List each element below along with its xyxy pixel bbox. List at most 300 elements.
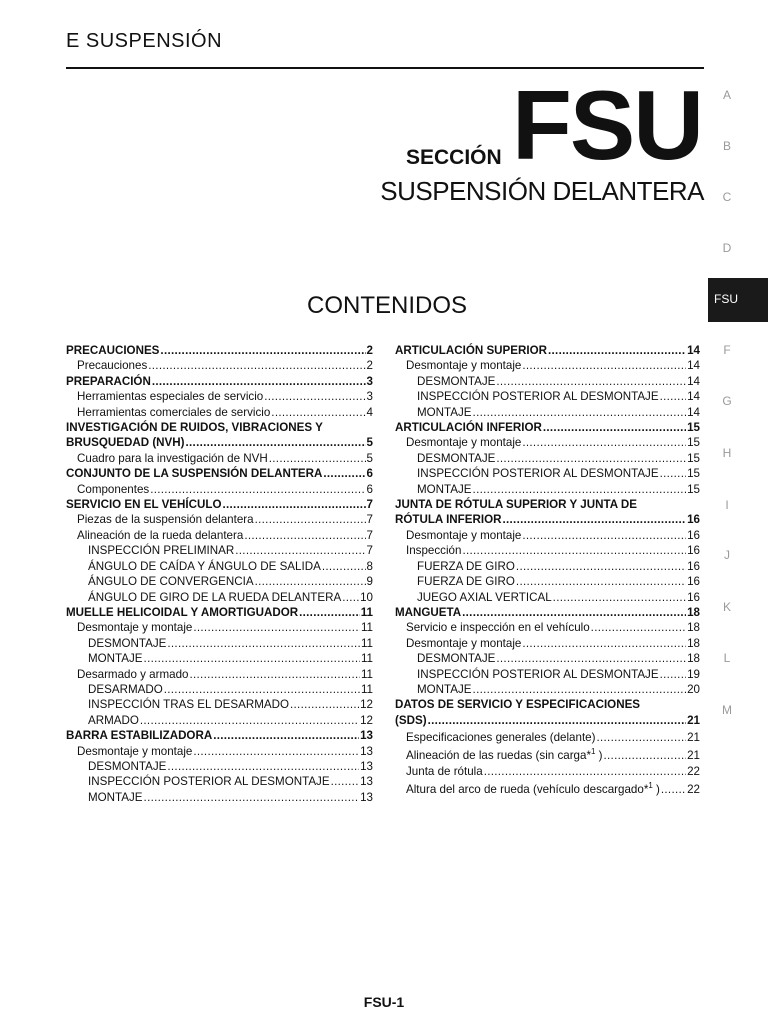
toc-entry-title	[88, 559, 321, 574]
toc-entry[interactable]	[66, 559, 373, 574]
toc-entry[interactable]	[395, 782, 700, 798]
toc-entry-title	[77, 389, 263, 404]
toc-entry-text: INSPECCIÓN POSTERIOR AL DESMONTAJE	[88, 775, 330, 789]
toc-entry-page: 7	[366, 498, 373, 512]
toc-entry-text: Piezas de la suspensión delantera	[77, 513, 254, 527]
toc-leader-dots	[484, 764, 686, 779]
toc-leader-dots	[660, 389, 687, 404]
toc-leader-dots	[462, 605, 686, 620]
toc-entry-page: 16	[687, 559, 700, 573]
toc-entry-text: MONTAJE	[417, 405, 472, 419]
toc-entry-text: CONJUNTO DE LA SUSPENSIÓN DELANTERA	[66, 467, 323, 481]
toc-entry-page: 5	[366, 436, 373, 450]
section-index-letter[interactable]: L	[723, 651, 731, 665]
toc-entry-page: 16	[687, 513, 700, 527]
toc-entry-title	[66, 343, 159, 358]
toc-entry-title: DATOS DE SERVICIO Y ESPECIFICACIONES	[395, 698, 641, 712]
toc-entry-text: Especificaciones generales (delante)	[406, 731, 596, 745]
section-index-letter[interactable]: G	[722, 394, 732, 408]
toc-entry-page: 13	[360, 744, 373, 758]
toc-entry-title	[88, 636, 166, 651]
toc-entry[interactable]	[66, 620, 373, 635]
toc-entry-text: Componentes	[77, 482, 150, 496]
toc-leader-dots	[473, 482, 687, 497]
toc-entry[interactable]	[395, 559, 700, 574]
toc-entry-text: MUELLE HELICOIDAL Y AMORTIGUADOR	[66, 605, 299, 619]
active-section-label: FSU	[714, 292, 738, 306]
toc-entry-title	[88, 682, 163, 697]
toc-entry-title	[417, 466, 659, 481]
toc-entry[interactable]	[66, 389, 373, 404]
toc-leader-dots	[516, 559, 686, 574]
toc-entry-text: Alineación de la rueda delantera	[77, 528, 244, 542]
toc-entry-title	[406, 435, 521, 450]
toc-leader-dots	[543, 420, 686, 435]
toc-entry-page: 6	[366, 482, 373, 496]
toc-leader-dots	[428, 713, 687, 728]
toc-leader-dots	[342, 590, 359, 605]
toc-entry-page: 21	[687, 713, 700, 727]
section-index-letter[interactable]: C	[722, 190, 732, 204]
toc-entry-title	[88, 713, 139, 728]
toc-leader-dots	[235, 543, 365, 558]
toc-entry-title	[417, 374, 495, 389]
toc-entry-text: Desmontaje y montaje	[406, 359, 522, 373]
toc-entry[interactable]	[66, 358, 373, 373]
toc-entry[interactable]	[395, 636, 700, 651]
toc-entry[interactable]	[395, 528, 700, 543]
toc-entry-text: FUERZA DE GIRO	[417, 575, 515, 589]
toc-entry[interactable]	[66, 543, 373, 558]
toc-entry-title	[88, 590, 341, 605]
toc-entry-title	[66, 466, 322, 481]
toc-entry[interactable]	[395, 764, 700, 779]
toc-leader-dots	[189, 667, 359, 682]
toc-entry-text: Precauciones	[77, 359, 148, 373]
toc-entry[interactable]	[66, 590, 373, 605]
toc-entry-page: 16	[687, 528, 700, 542]
toc-entry-text: Desmontaje y montaje	[77, 744, 193, 758]
toc-entry[interactable]	[395, 667, 700, 682]
toc-entry[interactable]	[66, 790, 373, 805]
toc-entry-text: PRECAUCIONES	[66, 344, 160, 357]
section-title: SUSPENSIÓN DELANTERA	[380, 176, 704, 206]
toc-entry-title	[417, 405, 472, 420]
toc-entry-title	[406, 748, 603, 764]
toc-leader-dots	[193, 744, 359, 759]
toc-entry-text: JUEGO AXIAL VERTICAL	[417, 590, 552, 604]
toc-leader-dots	[186, 435, 366, 450]
toc-entry-title	[66, 605, 298, 620]
toc-entry-title	[406, 636, 521, 651]
toc-entry-title	[88, 759, 166, 774]
toc-entry-title	[417, 451, 495, 466]
toc-entry[interactable]	[66, 682, 373, 697]
toc-left-column	[66, 343, 373, 805]
toc-leader-dots	[522, 528, 686, 543]
toc-entry[interactable]	[395, 435, 700, 450]
section-code: FSU	[512, 70, 702, 180]
toc-entry-title	[88, 543, 234, 558]
toc-entry[interactable]	[66, 420, 373, 451]
toc-entry-title	[417, 667, 659, 682]
toc-leader-dots	[496, 451, 686, 466]
toc-entry-title-cont: BRUSQUEDAD (NVH)	[66, 436, 185, 450]
toc-entry-page: 13	[360, 790, 373, 804]
toc-entry-text: DESMONTAJE	[417, 374, 496, 388]
toc-leader-dots	[604, 748, 687, 764]
toc-entry-text: ÁNGULO DE GIRO DE LA RUEDA DELANTERA	[88, 590, 342, 604]
toc-leader-dots	[522, 358, 686, 373]
toc-entry-text: DESMONTAJE	[88, 759, 167, 773]
toc-entry-page: 18	[687, 636, 700, 650]
toc-entry-text: Altura del arco de rueda (vehículo descargado*	[406, 782, 649, 796]
toc-entry-page: 3	[366, 390, 373, 404]
toc-entry-title	[406, 764, 483, 779]
toc-leader-dots	[222, 497, 365, 512]
section-header: E SUSPENSIÓN	[66, 30, 223, 52]
toc-entry[interactable]	[395, 343, 700, 358]
toc-leader-dots	[271, 405, 365, 420]
toc-entry-page: 9	[366, 575, 373, 589]
footnote-marker: 1	[590, 748, 596, 757]
toc-entry-page: 15	[687, 421, 700, 435]
toc-entry-title	[77, 358, 147, 373]
toc-leader-dots	[244, 528, 365, 543]
toc-entry-page: 11	[360, 636, 373, 650]
toc-entry-title	[417, 590, 552, 605]
toc-entry-page: 11	[360, 682, 373, 696]
toc-entry[interactable]	[395, 682, 700, 697]
toc-entry-text: Junta de rótula	[406, 765, 483, 779]
toc-entry-title: JUNTA DE RÓTULA SUPERIOR Y JUNTA DE	[395, 498, 637, 512]
toc-entry-text: Desarmado y armado	[77, 667, 189, 681]
toc-entry-title: INVESTIGACIÓN DE RUIDOS, VIBRACIONES Y	[66, 421, 323, 435]
toc-entry-text: Inspección	[406, 544, 462, 558]
toc-entry-title	[395, 343, 547, 358]
toc-entry-text: ARTICULACIÓN INFERIOR	[395, 421, 542, 435]
toc-entry-page: 14	[687, 374, 700, 388]
section-index-letter[interactable]: F	[723, 343, 731, 357]
toc-entry-text: Desmontaje y montaje	[406, 528, 522, 542]
toc-entry-text: INSPECCIÓN POSTERIOR AL DESMONTAJE	[417, 467, 659, 481]
toc-entry-page: 21	[687, 731, 700, 745]
toc-entry[interactable]	[66, 512, 373, 527]
toc-right-column	[395, 343, 700, 798]
toc-entry-title	[395, 420, 542, 435]
toc-entry-title	[77, 512, 254, 527]
toc-entry[interactable]	[395, 574, 700, 589]
toc-entry-title	[406, 782, 660, 798]
toc-entry-title	[417, 682, 472, 697]
toc-entry-text: MONTAJE	[88, 790, 143, 804]
toc-leader-dots	[522, 435, 686, 450]
toc-entry-page: 3	[366, 374, 373, 388]
toc-entry[interactable]	[66, 497, 373, 512]
toc-entry-text: BARRA ESTABILIZADORA	[66, 729, 213, 743]
toc-leader-dots	[596, 730, 686, 746]
toc-entry[interactable]	[395, 389, 700, 404]
toc-leader-dots	[661, 782, 686, 798]
toc-entry-title	[88, 574, 254, 589]
toc-entry-title	[406, 730, 595, 746]
toc-entry[interactable]	[395, 374, 700, 389]
toc-entry[interactable]	[66, 405, 373, 420]
toc-entry-page: 4	[366, 405, 373, 419]
toc-entry-page: 14	[687, 359, 700, 373]
toc-entry-text: Desmontaje y montaje	[77, 621, 193, 635]
toc-entry-text: MONTAJE	[417, 682, 472, 696]
toc-entry[interactable]	[66, 744, 373, 759]
toc-entry-title	[66, 728, 212, 743]
toc-entry-page: 14	[687, 344, 700, 357]
toc-entry-page: 11	[360, 667, 373, 681]
toc-leader-dots	[144, 651, 360, 666]
toc-entry-text: INSPECCIÓN TRAS EL DESARMADO	[88, 698, 289, 712]
toc-entry-title	[77, 667, 188, 682]
toc-entry-title	[66, 374, 151, 389]
toc-entry-page: 15	[687, 482, 700, 496]
toc-entry-title	[77, 451, 268, 466]
toc-entry-title	[77, 482, 149, 497]
toc-entry-title	[395, 605, 461, 620]
toc-entry-page: 11	[360, 621, 373, 635]
toc-entry-text: DESMONTAJE	[417, 652, 496, 666]
toc-entry-page: 8	[366, 559, 373, 573]
toc-entry-page: 12	[360, 698, 373, 712]
toc-entry-text: Cuadro para la investigación de NVH	[77, 451, 268, 465]
toc-entry-text: Alineación de las ruedas (sin carga*	[406, 749, 591, 763]
toc-entry-page: 10	[360, 590, 373, 604]
toc-leader-dots	[167, 759, 359, 774]
toc-entry[interactable]	[66, 343, 373, 358]
section-index-letter[interactable]: K	[722, 600, 731, 614]
toc-leader-dots	[150, 482, 365, 497]
toc-entry-title	[88, 651, 143, 666]
toc-entry-title	[66, 497, 221, 512]
toc-entry-title	[406, 620, 590, 635]
toc-entry-text-after: )	[595, 749, 603, 763]
contents-heading	[0, 292, 768, 320]
toc-entry-text: ARTICULACIÓN SUPERIOR	[395, 344, 548, 357]
toc-entry-title	[417, 482, 472, 497]
toc-entry-title	[77, 620, 192, 635]
toc-leader-dots	[502, 512, 686, 527]
toc-leader-dots	[255, 512, 366, 527]
toc-entry[interactable]	[66, 774, 373, 789]
toc-leader-dots	[473, 405, 687, 420]
toc-entry[interactable]	[66, 374, 373, 389]
toc-entry[interactable]	[66, 574, 373, 589]
toc-leader-dots	[164, 682, 360, 697]
toc-entry-title	[77, 405, 270, 420]
toc-entry-page: 15	[687, 467, 700, 481]
toc-entry[interactable]	[66, 667, 373, 682]
toc-entry[interactable]	[395, 543, 700, 558]
toc-leader-dots	[522, 636, 686, 651]
toc-entry[interactable]	[395, 697, 700, 728]
toc-entry[interactable]	[395, 405, 700, 420]
toc-leader-dots	[323, 466, 365, 481]
toc-entry[interactable]	[395, 497, 700, 528]
toc-entry-text: INSPECCIÓN POSTERIOR AL DESMONTAJE	[417, 667, 659, 681]
toc-entry[interactable]	[395, 358, 700, 373]
toc-entry-text: DESMONTAJE	[417, 451, 496, 465]
section-index-letter[interactable]: M	[722, 703, 732, 717]
toc-entry-title	[77, 528, 243, 543]
section-index-letter[interactable]: A	[722, 88, 731, 102]
toc-leader-dots	[548, 343, 686, 358]
toc-entry-title	[77, 744, 192, 759]
toc-entry-text: Desmontaje y montaje	[406, 436, 522, 450]
toc-entry-title-cont: (SDS)	[395, 713, 427, 727]
toc-entry-text-after: )	[652, 782, 660, 796]
toc-entry-page: 13	[360, 775, 373, 789]
toc-entry[interactable]	[395, 466, 700, 481]
toc-entry[interactable]	[66, 651, 373, 666]
toc-leader-dots	[660, 667, 687, 682]
contents-heading-text: CONTENIDOS	[306, 292, 467, 319]
toc-entry[interactable]	[66, 605, 373, 620]
toc-entry-text: ÁNGULO DE CONVERGENCIA	[88, 575, 254, 589]
toc-entry-text: Servicio e inspección en el vehículo	[406, 621, 590, 635]
toc-entry-title	[417, 574, 515, 589]
toc-entry-page: 13	[360, 729, 373, 743]
toc-entry[interactable]	[66, 482, 373, 497]
toc-entry-text: SERVICIO EN EL VEHÍCULO	[66, 498, 222, 512]
toc-entry-title	[417, 559, 515, 574]
toc-entry-page: 20	[687, 682, 700, 696]
toc-entry-title-cont: RÓTULA INFERIOR	[395, 513, 502, 527]
toc-entry-page: 22	[687, 782, 700, 796]
toc-entry[interactable]	[395, 730, 700, 746]
toc-entry-page: 22	[687, 765, 700, 779]
toc-leader-dots	[193, 620, 360, 635]
toc-entry-page: 18	[687, 605, 700, 619]
toc-entry-page: 15	[687, 451, 700, 465]
toc-entry-page: 5	[366, 451, 373, 465]
toc-leader-dots	[152, 374, 366, 389]
toc-entry[interactable]	[66, 636, 373, 651]
toc-entry-page: 14	[687, 390, 700, 404]
toc-entry-title	[406, 358, 521, 373]
toc-entry-page: 12	[360, 713, 373, 727]
toc-leader-dots	[553, 590, 686, 605]
toc-entry-page: 16	[687, 544, 700, 558]
toc-entry-page: 16	[687, 590, 700, 604]
toc-entry[interactable]	[395, 748, 700, 764]
section-word: SECCIÓN	[406, 146, 502, 169]
toc-entry-title	[88, 697, 289, 712]
toc-entry-text: ÁNGULO DE CAÍDA Y ÁNGULO DE SALIDA	[88, 559, 321, 573]
toc-entry[interactable]	[66, 451, 373, 466]
toc-entry-title	[406, 543, 461, 558]
toc-entry[interactable]	[66, 466, 373, 481]
toc-entry-page: 7	[366, 544, 373, 558]
toc-entry[interactable]	[395, 420, 700, 435]
toc-entry[interactable]	[395, 482, 700, 497]
toc-entry-text: MONTAJE	[88, 652, 143, 666]
toc-leader-dots	[213, 728, 359, 743]
toc-leader-dots	[660, 466, 687, 481]
page-number: FSU-1	[363, 994, 405, 1010]
toc-entry-title	[406, 528, 521, 543]
toc-leader-dots	[264, 389, 365, 404]
toc-leader-dots	[516, 574, 686, 589]
toc-leader-dots	[462, 543, 686, 558]
toc-entry-page: 2	[366, 344, 373, 357]
toc-entry[interactable]	[395, 651, 700, 666]
toc-leader-dots	[473, 682, 687, 697]
toc-entry-text: FUERZA DE GIRO	[417, 559, 515, 573]
section-index-letter[interactable]: H	[722, 446, 732, 460]
toc-leader-dots	[331, 774, 360, 789]
toc-leader-dots	[255, 574, 366, 589]
toc-leader-dots	[322, 559, 366, 574]
toc-entry[interactable]	[66, 728, 373, 743]
toc-entry-text: INSPECCIÓN PRELIMINAR	[88, 544, 235, 558]
toc-entry[interactable]	[395, 620, 700, 635]
toc-entry-page: 19	[687, 667, 700, 681]
toc-leader-dots	[167, 636, 360, 651]
toc-entry-page: 18	[687, 652, 700, 666]
section-index-letter[interactable]: I	[725, 498, 729, 512]
toc-entry[interactable]	[66, 697, 373, 712]
toc-entry[interactable]	[66, 528, 373, 543]
toc-entry[interactable]	[395, 605, 700, 620]
header-rule	[66, 67, 704, 69]
toc-entry-page: 13	[360, 759, 373, 773]
section-index-letter[interactable]: D	[722, 241, 732, 255]
toc-entry-page: 7	[366, 513, 373, 527]
toc-entry-page: 2	[366, 359, 373, 373]
toc-leader-dots	[591, 620, 686, 635]
section-index-letter[interactable]: J	[724, 548, 730, 562]
toc-leader-dots	[496, 374, 686, 389]
toc-entry[interactable]	[66, 713, 373, 728]
toc-entry-page: 16	[687, 575, 700, 589]
toc-leader-dots	[140, 713, 359, 728]
toc-entry-page: 11	[360, 605, 373, 619]
toc-entry-page: 21	[687, 749, 700, 763]
toc-entry-page: 7	[366, 528, 373, 542]
toc-entry-page: 18	[687, 621, 700, 635]
toc-entry-page: 11	[360, 652, 373, 666]
toc-entry[interactable]	[66, 759, 373, 774]
toc-entry-text: Herramientas comerciales de servicio	[77, 405, 271, 419]
toc-entry-page: 14	[687, 405, 700, 419]
toc-leader-dots	[144, 790, 360, 805]
footnote-marker: 1	[648, 781, 653, 790]
toc-entry-title	[88, 774, 330, 789]
toc-leader-dots	[496, 651, 686, 666]
toc-entry-text: DESARMADO	[88, 682, 163, 696]
toc-entry-title	[417, 389, 659, 404]
toc-entry[interactable]	[395, 451, 700, 466]
toc-leader-dots	[160, 343, 365, 358]
toc-entry-text: Herramientas especiales de servicio	[77, 390, 264, 404]
toc-leader-dots	[290, 697, 359, 712]
section-index-tabs	[708, 0, 768, 1024]
section-index-letter[interactable]: B	[722, 139, 731, 153]
toc-entry-text: MONTAJE	[417, 482, 472, 496]
toc-entry-text: ARMADO	[88, 713, 139, 727]
toc-entry[interactable]	[395, 590, 700, 605]
toc-leader-dots	[148, 358, 365, 373]
toc-entry-text: PREPARACIÓN	[66, 374, 151, 388]
toc-entry-title	[417, 651, 495, 666]
toc-entry-page: 6	[366, 467, 373, 481]
